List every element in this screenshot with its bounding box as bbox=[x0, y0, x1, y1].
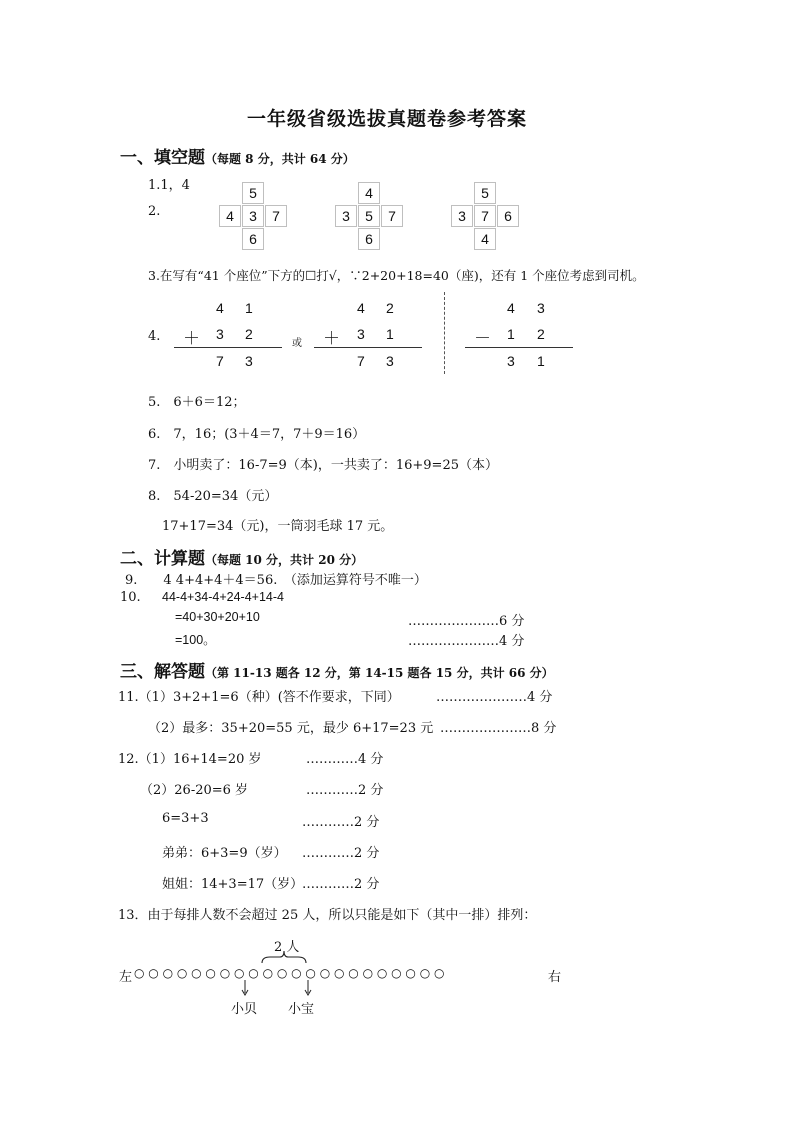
grid-cell: 7 bbox=[474, 205, 496, 227]
grid-cell: 5 bbox=[474, 182, 496, 204]
answer-q7: 7. 小明卖了：16-7=9（本)，一共卖了：16+9=25（本） bbox=[148, 458, 498, 473]
digit: 3 bbox=[507, 353, 515, 369]
grid-cell: 7 bbox=[381, 205, 403, 227]
curly-brace-icon bbox=[260, 950, 308, 964]
xiaobao-label: 小宝 bbox=[288, 1002, 315, 1017]
answer-q8-line2: 17+17=34（元)，一筒羽毛球 17 元。 bbox=[162, 519, 394, 534]
score-note: …………2 分 bbox=[302, 877, 380, 892]
grid-cell: 6 bbox=[242, 228, 264, 250]
answer-q10-line2: =40+30+20+10 bbox=[175, 610, 260, 624]
digit: 3 bbox=[357, 326, 365, 342]
answer-q8-line1: 8. 54-20=34（元） bbox=[148, 489, 278, 504]
divider-line bbox=[444, 292, 445, 374]
digit: 7 bbox=[216, 353, 224, 369]
digit: 1 bbox=[245, 300, 253, 316]
plus-sign: ＋ bbox=[323, 329, 340, 348]
digit: 7 bbox=[357, 353, 365, 369]
xiaobei-label: 小贝 bbox=[231, 1002, 258, 1017]
digit: 4 bbox=[357, 300, 365, 316]
digit: 1 bbox=[537, 353, 545, 369]
section-solution-heading bbox=[120, 657, 554, 682]
arrow-down-icon bbox=[304, 980, 312, 996]
answer-q4-label: 4. bbox=[148, 329, 161, 344]
score-note: …………2 分 bbox=[302, 846, 380, 861]
grid-cell: 5 bbox=[242, 182, 264, 204]
seat-circles: ○ ○ ○ ○ ○ ○ ○ ○ ○ ○ ○ ○ ○ ○ ○ ○ ○ ○ ○ ○ ○ ○ bbox=[134, 966, 445, 980]
difference-line bbox=[465, 347, 573, 348]
answer-q12-part2: （2）26-20=6 岁 bbox=[140, 783, 249, 798]
brace-label: 2 人 bbox=[274, 940, 300, 955]
section-title: 三、解答题 bbox=[120, 662, 205, 682]
section-title: 二、计算题 bbox=[120, 549, 205, 569]
section-calculation-heading bbox=[120, 544, 363, 569]
answer-q3: 3.在写有“41 个座位”下方的☐打√，∵2+20+18=40（座)，还有 1 个座位考虑到司机。 bbox=[148, 268, 645, 283]
left-label: 左 bbox=[119, 970, 133, 985]
score-note: …………4 分 bbox=[306, 752, 384, 767]
digit: 1 bbox=[507, 326, 515, 342]
arrow-down-icon bbox=[241, 980, 249, 996]
sum-line bbox=[314, 347, 422, 348]
digit: 3 bbox=[537, 300, 545, 316]
answer-q12-line4: 弟弟：6+3=9（岁） bbox=[162, 846, 287, 861]
answer-q10-line3: =100。 bbox=[175, 633, 216, 647]
or-text: 或 bbox=[292, 338, 302, 349]
answer-q6: 6. 7，16；(3＋4＝7，7＋9＝16） bbox=[148, 427, 366, 442]
grid-cell: 6 bbox=[358, 228, 380, 250]
answer-q13: 13．由于每排人数不会超过 25 人，所以只能是如下（其中一排）排列： bbox=[118, 908, 537, 923]
section-fill-in-heading bbox=[120, 143, 355, 168]
grid-cell: 6 bbox=[497, 205, 519, 227]
plus-sign: ＋ bbox=[183, 329, 200, 348]
answer-q12-line3: 6=3+3 bbox=[162, 811, 209, 826]
answer-q1: 1.1，4 bbox=[148, 178, 190, 193]
digit: 3 bbox=[386, 353, 394, 369]
answer-q2-label: 2. bbox=[148, 204, 161, 219]
answer-q12-part1: 12.（1）16+14=20 岁 bbox=[118, 752, 262, 767]
score-note: …………2 分 bbox=[306, 783, 384, 798]
digit: 2 bbox=[386, 300, 394, 316]
digit: 2 bbox=[245, 326, 253, 342]
score-note: …………………8 分 bbox=[440, 721, 557, 736]
digit: 2 bbox=[537, 326, 545, 342]
grid-cell: 4 bbox=[219, 205, 241, 227]
grid-cell: 5 bbox=[358, 205, 380, 227]
answer-q5: 5. 6＋6＝12； bbox=[148, 395, 246, 410]
grid-cell: 4 bbox=[358, 182, 380, 204]
score-note: …………………4 分 bbox=[408, 634, 525, 649]
score-note: …………………4 分 bbox=[436, 690, 553, 705]
grid-cell: 7 bbox=[265, 205, 287, 227]
minus-sign: － bbox=[474, 329, 491, 348]
digit: 4 bbox=[507, 300, 515, 316]
page-title: 一年级省级选拔真题卷参考答案 bbox=[247, 108, 528, 130]
answer-q9: 9. 4 4+4+4＋4＝56. （添加运算符号不唯一） bbox=[125, 573, 427, 588]
answer-q10-line1: 44-4+34-4+24-4+14-4 bbox=[162, 590, 284, 604]
digit: 3 bbox=[245, 353, 253, 369]
grid-cell: 3 bbox=[335, 205, 357, 227]
digit: 4 bbox=[216, 300, 224, 316]
section-note: （第 11-13 题各 12 分，第 14-15 题各 15 分，共计 66 分） bbox=[205, 666, 554, 680]
right-label: 右 bbox=[548, 970, 562, 985]
answer-q11-part2: （2）最多：35+20=55 元，最少 6+17=23 元 bbox=[148, 721, 434, 736]
score-note: …………………6 分 bbox=[408, 614, 525, 629]
answer-q10-label: 10. bbox=[120, 590, 141, 605]
section-note: （每题 10 分，共计 20 分） bbox=[205, 553, 364, 567]
answer-q11-part1: 11.（1）3+2+1=6（种）(答不作要求，下同） bbox=[118, 690, 400, 705]
score-note: …………2 分 bbox=[302, 815, 380, 830]
grid-cell: 4 bbox=[474, 228, 496, 250]
grid-cell: 3 bbox=[451, 205, 473, 227]
digit: 1 bbox=[386, 326, 394, 342]
section-note: （每题 8 分，共计 64 分） bbox=[205, 152, 355, 166]
sum-line bbox=[174, 347, 282, 348]
grid-cell: 3 bbox=[242, 205, 264, 227]
section-title: 一、填空题 bbox=[120, 148, 205, 168]
digit: 3 bbox=[216, 326, 224, 342]
answer-q12-line5: 姐姐：14+3=17（岁） bbox=[162, 877, 304, 892]
